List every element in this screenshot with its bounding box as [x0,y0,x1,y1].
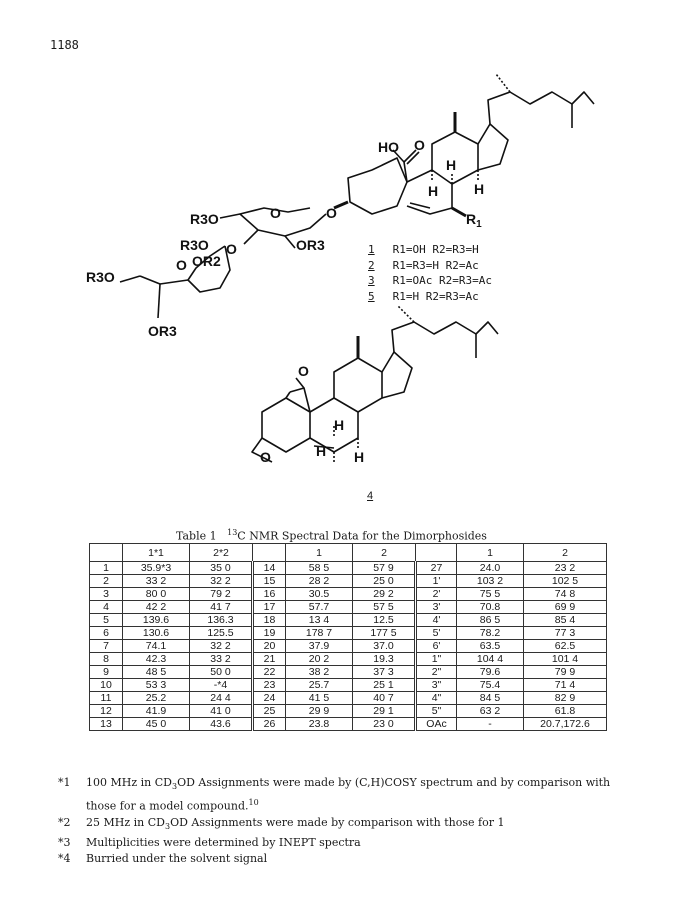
table-cell: 18 [253,614,286,627]
label-o: O [298,363,309,379]
table-row [90,614,607,627]
table-cell: 5" [416,705,457,718]
footnote-text: Burried under the solvent signal [86,852,268,866]
header-cell: 2 [524,544,607,562]
footnote [58,775,616,815]
table-cell: 12.5 [353,614,416,627]
table-cell: 5' [416,627,457,640]
table-row [90,562,607,575]
table-cell: 42.3 [123,653,190,666]
table-cell: 104 4 [457,653,524,666]
table-cell: 38 2 [286,666,353,679]
label-ring-o: O [270,205,281,221]
header-cell: 2*2 [190,544,253,562]
table-cell: 6 [90,627,123,640]
table-row [90,653,607,666]
compound-row [368,289,492,305]
table-row [90,627,607,640]
compound-number: 5 [368,289,375,303]
footnote-mark: *3 [58,836,71,850]
table-cell: 78.2 [457,627,524,640]
label-o: O [260,449,271,465]
table-cell: 25.7 [286,679,353,692]
table-cell: 20 [253,640,286,653]
table-cell: -*4 [190,679,253,692]
table-cell: 25 0 [353,575,416,588]
compound-substituents: R1=R3=H R2=Ac [392,258,479,272]
table-cell: 1" [416,653,457,666]
table-cell: 13 [90,718,123,731]
label-o: O [176,257,187,273]
table-cell: 4" [416,692,457,705]
table-cell: 37.0 [353,640,416,653]
table-cell: 45 0 [123,718,190,731]
table-cell: 103 2 [457,575,524,588]
table-cell: 5 [90,614,123,627]
table-cell: 22 [253,666,286,679]
table-cell: 8 [90,653,123,666]
table-cell: 57.7 [286,601,353,614]
table-cell: 74 8 [524,588,607,601]
footnote-text: 100 MHz in $CD_3OD$ Assignments were made by (C,H)COSY spectrum and by comparison with those for a model compound.$^{10}$ [86,776,611,813]
table-cell: 27 [416,562,457,575]
table-cell: 79 9 [524,666,607,679]
compound-substituents: R1=H R2=R3=Ac [392,289,479,303]
table-cell: 40 7 [353,692,416,705]
table-cell: 23 2 [524,562,607,575]
table-cell: 1' [416,575,457,588]
header-cell: 1 [286,544,353,562]
label-ho: HO [378,139,399,155]
table-cell: 41 5 [286,692,353,705]
table-cell: 20.7,172.6 [524,718,607,731]
compound-row [368,258,492,274]
label-h: H [446,157,457,173]
table-cell: 125.5 [190,627,253,640]
table-row [90,679,607,692]
table-cell: 29 2 [353,588,416,601]
label-h: H [428,183,439,199]
table-cell: 75 5 [457,588,524,601]
table-cell: 13 4 [286,614,353,627]
footnotes [58,775,616,867]
table-cell: 3' [416,601,457,614]
table-cell: 48 5 [123,666,190,679]
table-cell: 30.5 [286,588,353,601]
table-cell: 24 [253,692,286,705]
footnote [58,815,616,835]
table-cell: 4' [416,614,457,627]
table-cell: 2' [416,588,457,601]
table-cell: 37.9 [286,640,353,653]
table-cell: 102 5 [524,575,607,588]
table-cell: 63 2 [457,705,524,718]
label-r1: $R_1$ [466,211,482,230]
footnote-text: Multiplicities were determined by INEPT spectra [86,836,361,850]
table-cell: 85 4 [524,614,607,627]
table-cell: 35 0 [190,562,253,575]
table-cell: 17 [253,601,286,614]
table-cell: 19 [253,627,286,640]
compound-number: 1 [368,243,375,256]
label-h: H [316,443,327,459]
table-cell: 37 3 [353,666,416,679]
table-cell: 29 1 [353,705,416,718]
compound-number: 2 [368,258,375,272]
table-cell: 42 2 [123,601,190,614]
header-cell: 1*1 [123,544,190,562]
table-cell: 70.8 [457,601,524,614]
sugar-units [120,208,326,318]
table-cell: 14 [253,562,286,575]
footnote-mark: *1 [58,776,71,789]
table-cell: 32 2 [190,640,253,653]
header-cell: 1 [457,544,524,562]
label-carbonyl-o: O [414,137,425,153]
table-cell: 15 [253,575,286,588]
label-or3: OR3 [296,237,325,253]
compound-substituents: R1=OH R2=R3=H [392,243,479,256]
table-cell: 57 5 [353,601,416,614]
compound-row [368,273,492,289]
table-cell: 23.8 [286,718,353,731]
table-caption [176,528,487,543]
table-cell: 136.3 [190,614,253,627]
header-cell: 2 [353,544,416,562]
table-cell: 74.1 [123,640,190,653]
table-cell: 19.3 [353,653,416,666]
table-cell: 33 2 [190,653,253,666]
header-cell [416,544,457,562]
table-cell: - [457,718,524,731]
table-cell: 80 0 [123,588,190,601]
table-cell: 10 [90,679,123,692]
table-cell: 177 5 [353,627,416,640]
table-title: C NMR Spectral Data for the Dimorphosides [237,529,487,543]
table-number: Table 1 [176,529,217,543]
label-or2: OR2 [192,253,221,269]
footnote-text: 25 MHz in $CD_3OD$ Assignments were made by comparison with those for 1 [86,815,505,832]
table-cell: 4 [90,601,123,614]
table-cell: 50 0 [190,666,253,679]
table-row [90,705,607,718]
table-cell: 3 [90,588,123,601]
table-cell: 41 0 [190,705,253,718]
table-cell: 86 5 [457,614,524,627]
table-cell: 101 4 [524,653,607,666]
table-cell: 25 [253,705,286,718]
label-h: H [354,449,365,465]
isotope-superscript: 13 [227,528,238,537]
table-cell: 11 [90,692,123,705]
table-cell: 61.8 [524,705,607,718]
label-or3: OR3 [148,323,177,339]
table-cell: 77 3 [524,627,607,640]
label-o: O [326,205,337,221]
table-cell: 3" [416,679,457,692]
table-row [90,692,607,705]
table-cell: 62.5 [524,640,607,653]
table-cell: 53 3 [123,679,190,692]
compound-substituents: R1=OAc R2=R3=Ac [392,274,492,287]
table-cell: 29 9 [286,705,353,718]
table-cell: 63.5 [457,640,524,653]
table-cell: 79 2 [190,588,253,601]
table-cell: 58 5 [286,562,353,575]
footnote [58,851,616,867]
table-cell: 24.0 [457,562,524,575]
page-number: 1188 [50,38,79,52]
table-cell: 23 [253,679,286,692]
table-row [90,666,607,679]
table-cell: 25 1 [353,679,416,692]
table-header-row [90,544,607,562]
compound-list [368,242,492,304]
table-cell: 41.9 [123,705,190,718]
table-cell: 178 7 [286,627,353,640]
table-cell: 79.6 [457,666,524,679]
table-cell: 57 9 [353,562,416,575]
compound-number: 3 [368,274,375,287]
table-cell: 130.6 [123,627,190,640]
label-h: H [334,417,345,433]
footnote-mark: *4 [58,852,71,866]
header-cell [90,544,123,562]
nmr-data-table [89,543,607,731]
compound-4-label: 4 [367,490,374,502]
table-cell: 21 [253,653,286,666]
table-cell: 16 [253,588,286,601]
label-o: O [226,241,237,257]
table-cell: 69 9 [524,601,607,614]
table-row [90,601,607,614]
table-row [90,718,607,731]
table-cell: 43.6 [190,718,253,731]
table-cell: 82 9 [524,692,607,705]
table-cell: 33 2 [123,575,190,588]
table-cell: 2" [416,666,457,679]
footnote-mark: *2 [58,815,71,829]
table-cell: 75.4 [457,679,524,692]
table-cell: 24 4 [190,692,253,705]
table-cell: 20 2 [286,653,353,666]
table-cell: 6' [416,640,457,653]
table-cell: 139.6 [123,614,190,627]
table-row [90,588,607,601]
table-row [90,640,607,653]
table-cell: 84 5 [457,692,524,705]
compound-4-skeleton [252,306,498,462]
header-cell [253,544,286,562]
table-cell: 25.2 [123,692,190,705]
label-r3o: R3O [180,237,209,253]
table-cell: 26 [253,718,286,731]
table-cell: 7 [90,640,123,653]
table-cell: 23 0 [353,718,416,731]
table-cell: 35.9*3 [123,562,190,575]
label-r3o: R3O [190,211,219,227]
compound-row [368,242,492,258]
table-cell: 1 [90,562,123,575]
table-row [90,575,607,588]
steroid-skeleton [334,74,594,216]
table-cell: 9 [90,666,123,679]
table-cell: 71 4 [524,679,607,692]
footnote [58,835,616,851]
table-cell: 12 [90,705,123,718]
label-r3o: R3O [86,269,115,285]
table-cell: OAc [416,718,457,731]
table-cell: 28 2 [286,575,353,588]
table-cell: 2 [90,575,123,588]
table-cell: 41 7 [190,601,253,614]
table-cell: 32 2 [190,575,253,588]
label-h: H [474,181,485,197]
